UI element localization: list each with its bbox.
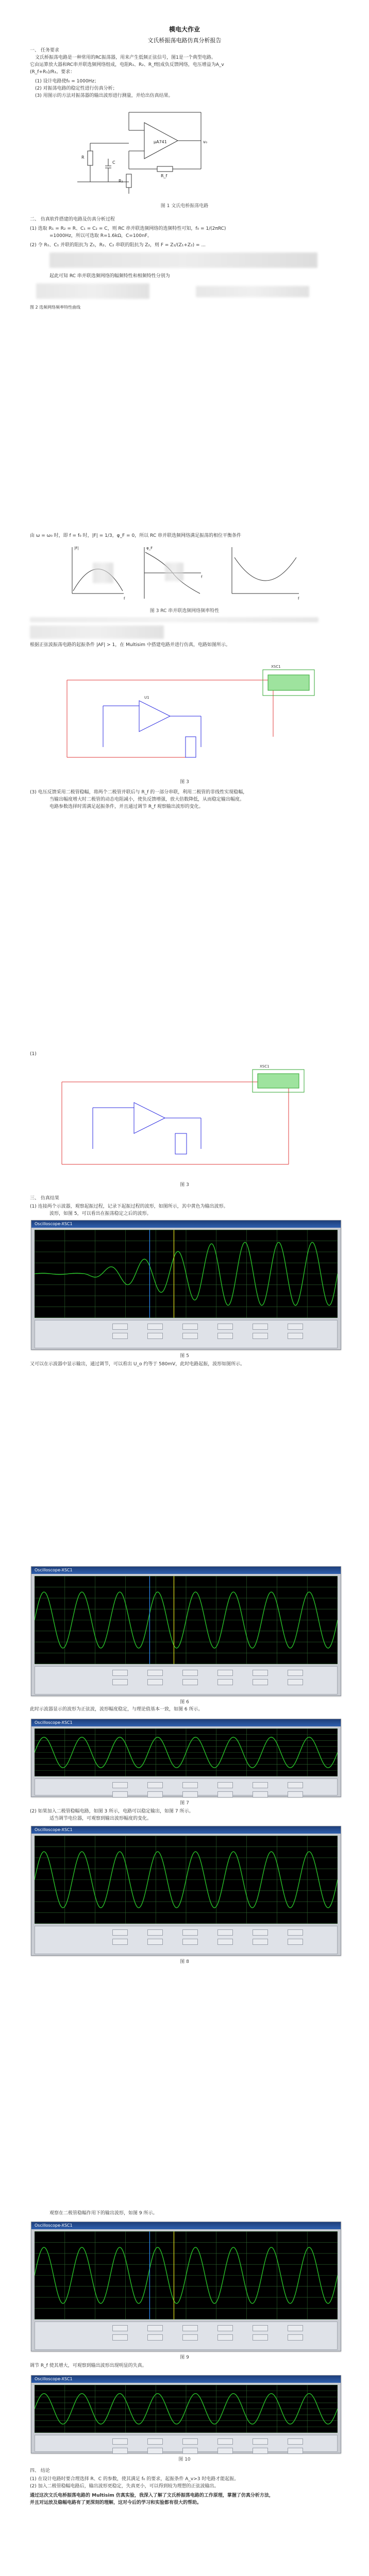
oscilloscope-control-button[interactable] — [112, 1782, 128, 1788]
waveform-plot — [35, 2385, 338, 2433]
oscilloscope-control-button[interactable] — [112, 1333, 128, 1339]
oscilloscope-control-button[interactable] — [253, 2448, 268, 2454]
paragraph: 通过这次文氏电桥振荡电路的 Multisim 仿真实验，我深入了解了文氏桥振荡电路的工作原理，掌握了仿真分析方法， — [30, 2493, 274, 2498]
figure-caption: 图 1 文氏电桥振荡电路 — [160, 204, 209, 209]
oscilloscope-control-button[interactable] — [112, 1670, 128, 1676]
oscilloscope-control-button[interactable] — [112, 1679, 128, 1685]
oscilloscope-control-button[interactable] — [182, 1333, 198, 1339]
section-heading: 四、 结论 — [30, 2468, 50, 2473]
oscilloscope-control-button[interactable] — [147, 1333, 163, 1339]
oscilloscope-screen — [35, 2385, 338, 2433]
paragraph: 由 ω = ω₀ 时，即 f = f₀ 时，|F| = 1/3，φ_F = 0，所以 RC 串并联选频网络满足振荡的相位平衡条件 — [30, 533, 241, 538]
svg-text:R_f: R_f — [161, 174, 167, 178]
oscilloscope-control-button[interactable] — [253, 1670, 268, 1676]
figure-caption: 图 8 — [180, 1959, 189, 1964]
oscilloscope-control-button[interactable] — [253, 1333, 268, 1339]
oscilloscope-control-button[interactable] — [182, 1791, 198, 1798]
oscilloscope-control-button[interactable] — [147, 1929, 163, 1936]
svg-text:φ_F: φ_F — [146, 546, 153, 550]
paragraph: 根据正弦波振荡电路的起振条件 |AF| > 1，在 Multisim 中搭建电路并进行仿真，电路如图所示。 — [30, 642, 230, 648]
waveform-plot — [35, 1728, 338, 1776]
oscilloscope-control-panel — [35, 2435, 338, 2452]
oscilloscope-control-panel — [35, 1926, 338, 1954]
svg-text:v₀: v₀ — [203, 140, 207, 144]
oscilloscope-control-button[interactable] — [147, 1939, 163, 1945]
paragraph: 文氏桥振荡电路是一种常用的RC振荡器，用来产生低频正弦信号，图1是一个典型电路。 — [35, 55, 216, 60]
oscilloscope-control-button[interactable] — [147, 1782, 163, 1788]
oscilloscope-control-panel — [35, 1320, 338, 1348]
svg-text:f: f — [298, 597, 299, 601]
document-title: 模电大作业 — [169, 26, 200, 33]
oscilloscope-control-button[interactable] — [147, 2325, 163, 2331]
paragraph: 观察在二极管稳幅作用下的输出波形，如图 9 所示。 — [49, 2211, 158, 2216]
oscilloscope-control-button[interactable] — [253, 2325, 268, 2331]
oscilloscope-control-button[interactable] — [217, 2438, 233, 2445]
oscilloscope-control-button[interactable] — [182, 1939, 198, 1945]
oscilloscope-control-button[interactable] — [253, 1679, 268, 1685]
oscilloscope-control-button[interactable] — [253, 1939, 268, 1945]
oscilloscope-title-bar[interactable]: Oscilloscope-XSC1 — [31, 2222, 341, 2229]
oscilloscope-control-button[interactable] — [217, 1929, 233, 1936]
oscilloscope-title-bar[interactable]: Oscilloscope-XSC1 — [31, 1567, 341, 1574]
oscilloscope-control-button[interactable] — [112, 2438, 128, 2445]
section-heading: 二、 仿真软件搭建的电路及仿真分析过程 — [30, 217, 115, 222]
oscilloscope-control-button[interactable] — [288, 1782, 303, 1788]
oscilloscope-title-bar[interactable]: Oscilloscope-XSC1 — [31, 1719, 341, 1726]
oscilloscope-control-button[interactable] — [147, 1679, 163, 1685]
figure-caption: 图 3 — [180, 1182, 189, 1188]
oscilloscope-control-button[interactable] — [288, 1333, 303, 1339]
wien-bridge-circuit-figure — [67, 102, 222, 200]
blurred-text — [30, 617, 318, 622]
oscilloscope-control-button[interactable] — [253, 2334, 268, 2341]
oscilloscope-control-button[interactable] — [253, 1929, 268, 1936]
oscilloscope-control-button[interactable] — [217, 1791, 233, 1798]
oscilloscope-control-button[interactable] — [112, 1791, 128, 1798]
oscilloscope-window[interactable] — [31, 1826, 341, 1956]
oscilloscope-control-button[interactable] — [182, 2325, 198, 2331]
oscilloscope-control-button[interactable] — [288, 1324, 303, 1330]
oscilloscope-control-button[interactable] — [288, 2334, 303, 2341]
oscilloscope-control-panel — [35, 2321, 338, 2350]
oscilloscope-screen — [35, 2231, 338, 2319]
paragraph: (1) 选取 R₁ = R₂ = R、C₁ = C₂ = C，则 RC 串并联选频网络的选频特性可知，f₀ = 1/(2πRC) — [30, 226, 226, 231]
oscilloscope-control-button[interactable] — [288, 2448, 303, 2454]
svg-text:μA741: μA741 — [154, 140, 167, 144]
multisim-schematic-2 — [46, 1061, 325, 1175]
oscilloscope-window[interactable] — [31, 1719, 341, 1797]
svg-text:f: f — [124, 597, 125, 601]
paragraph: (2) 令 R₁、C₁ 并联的阻抗为 Z₁，R₂、C₂ 串联的阻抗为 Z₂，则 F = Z₁/(Z₁+Z₂) = ... — [30, 243, 206, 248]
waveform-plot — [35, 1576, 338, 1664]
paragraph: 起此可知 RC 串并联选频网络的幅频特性和相频特性分别为 — [49, 274, 170, 279]
paragraph: 电路参数选择时需满足起振条件，并且通过调节 R_f 观察输出波形的变化。 — [49, 804, 204, 809]
paragraph: 并且对运放及稳幅电路有了更深刻的理解，这对今后的学习和实验都有很大的帮助。 — [30, 2500, 202, 2505]
svg-text:XSC1: XSC1 — [260, 1064, 270, 1069]
oscilloscope-control-button[interactable] — [253, 2438, 268, 2445]
oscilloscope-control-button[interactable] — [217, 1782, 233, 1788]
paragraph: 它由运算放大器和RC串并联选频网络组成，电阻R₁、R₂、R_f组成负反馈网络，电压增益为A_v — [30, 62, 224, 67]
page-3: (1) XSC1 图 3 三、 仿真结果 (1) 连接两个示波器，观察起振过程，记录下起振过程的波形，如图所示，其中黄色为输出波形。 波形，如图 5，可以看出在振荡稳定之后的波形。 Oscilloscope-XSC1 图 5 又可以在示波器中显示输出，通过调节，可以看出 U_o 约等于 580mV，此时电路起振，波形如图所示。 — [0, 1030, 369, 1546]
oscilloscope-title-bar[interactable]: Oscilloscope-XSC1 — [31, 1221, 341, 1228]
figure-caption: 图 5 — [180, 1353, 189, 1359]
svg-text:|F|: |F| — [74, 546, 79, 550]
oscilloscope-control-button[interactable] — [253, 1324, 268, 1330]
waveform-plot — [35, 2231, 338, 2319]
schematic-drawing — [46, 1061, 325, 1175]
svg-text:R: R — [81, 155, 85, 160]
oscilloscope-window[interactable] — [31, 1220, 341, 1350]
oscilloscope-control-button[interactable] — [112, 1939, 128, 1945]
document-subtitle: 文氏桥振荡电路仿真分析报告 — [147, 37, 222, 44]
oscilloscope-control-button[interactable] — [288, 1929, 303, 1936]
page-4 — [0, 1546, 369, 2190]
blurred-formula — [49, 252, 317, 268]
svg-text:f: f — [201, 575, 203, 579]
oscilloscope-window[interactable] — [31, 2222, 341, 2351]
oscilloscope-title-bar[interactable]: Oscilloscope-XSC1 — [31, 1826, 341, 1834]
oscilloscope-control-button[interactable] — [253, 1791, 268, 1798]
paragraph: 波形，如图 5，可以看出在振荡稳定之后的波形。 — [49, 1211, 152, 1216]
oscilloscope-control-button[interactable] — [253, 1782, 268, 1788]
oscilloscope-control-button[interactable] — [147, 2448, 163, 2454]
oscilloscope-screen — [35, 1728, 338, 1776]
oscilloscope-control-button[interactable] — [112, 1929, 128, 1936]
oscilloscope-control-button[interactable] — [147, 1324, 163, 1330]
circuit-diagram — [67, 102, 222, 200]
oscilloscope-screen — [35, 1230, 338, 1318]
oscilloscope-control-button[interactable] — [147, 2438, 163, 2445]
figure-caption: 图 7 — [180, 1801, 189, 1806]
oscilloscope-control-button[interactable] — [288, 1791, 303, 1798]
requirement-item: (3) 用图示的方法对振荡器的输出波形进行测量，并给出仿真结果。 — [35, 93, 173, 98]
paragraph: (3) 电压反馈采用二极管稳幅，将两个二极管并联后与 R_f 的一部分串联，利用二极管的非线性实现稳幅， — [30, 790, 248, 795]
paragraph: =1000Hz，所以可选取 R=1.6kΩ，C=100nF。 — [49, 233, 152, 239]
oscilloscope-control-button[interactable] — [217, 2325, 233, 2331]
figure-caption: 图 9 — [180, 2355, 189, 2360]
oscilloscope-window[interactable] — [31, 1566, 341, 1696]
oscilloscope-control-button[interactable] — [147, 1791, 163, 1798]
svg-text:XSC1: XSC1 — [271, 665, 281, 669]
figure-caption: 图 6 — [180, 1700, 189, 1705]
formula: (R_f+R₁)/R₁。要求： — [30, 70, 75, 75]
requirement-item: (1) 设计电路使f₀ = 1000Hz； — [35, 79, 99, 84]
oscilloscope-control-button[interactable] — [288, 2325, 303, 2331]
blurred-formula — [36, 283, 149, 299]
oscilloscope-control-button[interactable] — [182, 1324, 198, 1330]
oscilloscope-control-button[interactable] — [288, 1679, 303, 1685]
oscilloscope-screen — [35, 1836, 338, 1924]
figure-caption: 图 3 — [180, 779, 189, 785]
oscilloscope-control-button[interactable] — [147, 1670, 163, 1676]
oscilloscope-control-button[interactable] — [112, 2334, 128, 2341]
oscilloscope-control-button[interactable] — [182, 1670, 198, 1676]
oscilloscope-screen — [35, 1576, 338, 1664]
oscilloscope-control-button[interactable] — [182, 2448, 198, 2454]
blurred-formula — [196, 286, 309, 297]
oscilloscope-control-button[interactable] — [217, 2448, 233, 2454]
oscilloscope-window[interactable] — [31, 2375, 341, 2453]
paragraph: 当输出幅度增大时二极管的动态电阻减小，使负反馈增强，放大倍数降低，从而稳定输出幅度。 — [49, 797, 245, 802]
waveform-plot — [35, 1230, 338, 1318]
oscilloscope-control-button[interactable] — [182, 1782, 198, 1788]
oscilloscope-control-button[interactable] — [288, 1670, 303, 1676]
page-1 — [0, 0, 369, 515]
paragraph: (2) 加入二极管稳幅电路后，输出波形更稳定，失真更小，可以得到较为理想的正弦波输出。 — [30, 2484, 219, 2489]
oscilloscope-control-button[interactable] — [182, 2334, 198, 2341]
oscilloscope-control-panel — [35, 1778, 338, 1795]
section-heading: 一、 任务要求 — [30, 48, 59, 53]
oscilloscope-control-button[interactable] — [217, 1324, 233, 1330]
page-5 — [0, 2190, 369, 2576]
svg-text:U1: U1 — [144, 696, 149, 700]
oscilloscope-control-button[interactable] — [182, 2438, 198, 2445]
frequency-response-figure — [62, 542, 320, 604]
paragraph: (2) 如果加入二极管稳幅电路，如图 3 所示，电路可以稳定输出，如图 7 所示。 — [30, 1809, 194, 1814]
paragraph: 又可以在示波器中显示输出，通过调节，可以看出 U_o 约等于 580mV，此时电路起振，波形如图所示。 — [30, 1362, 245, 1367]
oscilloscope-control-button[interactable] — [112, 2325, 128, 2331]
schematic-drawing — [46, 659, 325, 773]
oscilloscope-control-button[interactable] — [217, 1333, 233, 1339]
svg-text:C: C — [112, 160, 115, 165]
paragraph: 适当调节电位器，可观察到输出波形幅度的变化。 — [49, 1816, 152, 1821]
waveform-plot — [35, 1836, 338, 1924]
oscilloscope-control-button[interactable] — [147, 2334, 163, 2341]
section-heading: 三、 仿真结果 — [30, 1196, 59, 1201]
figure-label: 图 2 选频网络频率特性曲线 — [30, 305, 81, 310]
multisim-schematic-1 — [46, 659, 325, 773]
oscilloscope-control-button[interactable] — [182, 1929, 198, 1936]
oscilloscope-control-button[interactable] — [217, 1670, 233, 1676]
figure-caption: 图 3 RC 串并联选频网络频率特性 — [149, 608, 220, 614]
paragraph: 调节 R_f 使其增大，可观察到输出波形出现明显的失真。 — [30, 2363, 147, 2368]
oscilloscope-control-button[interactable] — [112, 1324, 128, 1330]
oscilloscope-control-button[interactable] — [182, 1679, 198, 1685]
oscilloscope-control-button[interactable] — [112, 2448, 128, 2454]
oscilloscope-control-button[interactable] — [217, 1679, 233, 1685]
oscilloscope-control-button[interactable] — [217, 1939, 233, 1945]
blurred-formula — [30, 625, 164, 639]
requirement-item: (2) 对振荡电路的稳定性进行仿真分析； — [35, 86, 118, 91]
paragraph: (1) 在设计电路时要合理选择 R、C 的参数，使其满足 f₀ 的要求，起振条件 A_v>3 时电路才能起振。 — [30, 2477, 239, 2482]
oscilloscope-control-button[interactable] — [288, 1939, 303, 1945]
paragraph: 此时示波器显示的波形为正弦波，波形幅度稳定，与理论值基本一致，如图 6 所示。 — [30, 1707, 203, 1712]
svg-text:R₁: R₁ — [119, 179, 123, 183]
oscilloscope-title-bar[interactable]: Oscilloscope-XSC1 — [31, 2376, 341, 2383]
oscilloscope-control-button[interactable] — [217, 2334, 233, 2341]
oscilloscope-control-panel — [35, 1666, 338, 1694]
page-2 — [0, 515, 369, 1030]
figure-caption: 图 10 — [178, 2457, 191, 2462]
oscilloscope-control-button[interactable] — [288, 2438, 303, 2445]
paragraph: (1) 连接两个示波器，观察起振过程，记录下起振过程的波形，如图所示，其中黄色为输出波形。 — [30, 1204, 228, 1209]
